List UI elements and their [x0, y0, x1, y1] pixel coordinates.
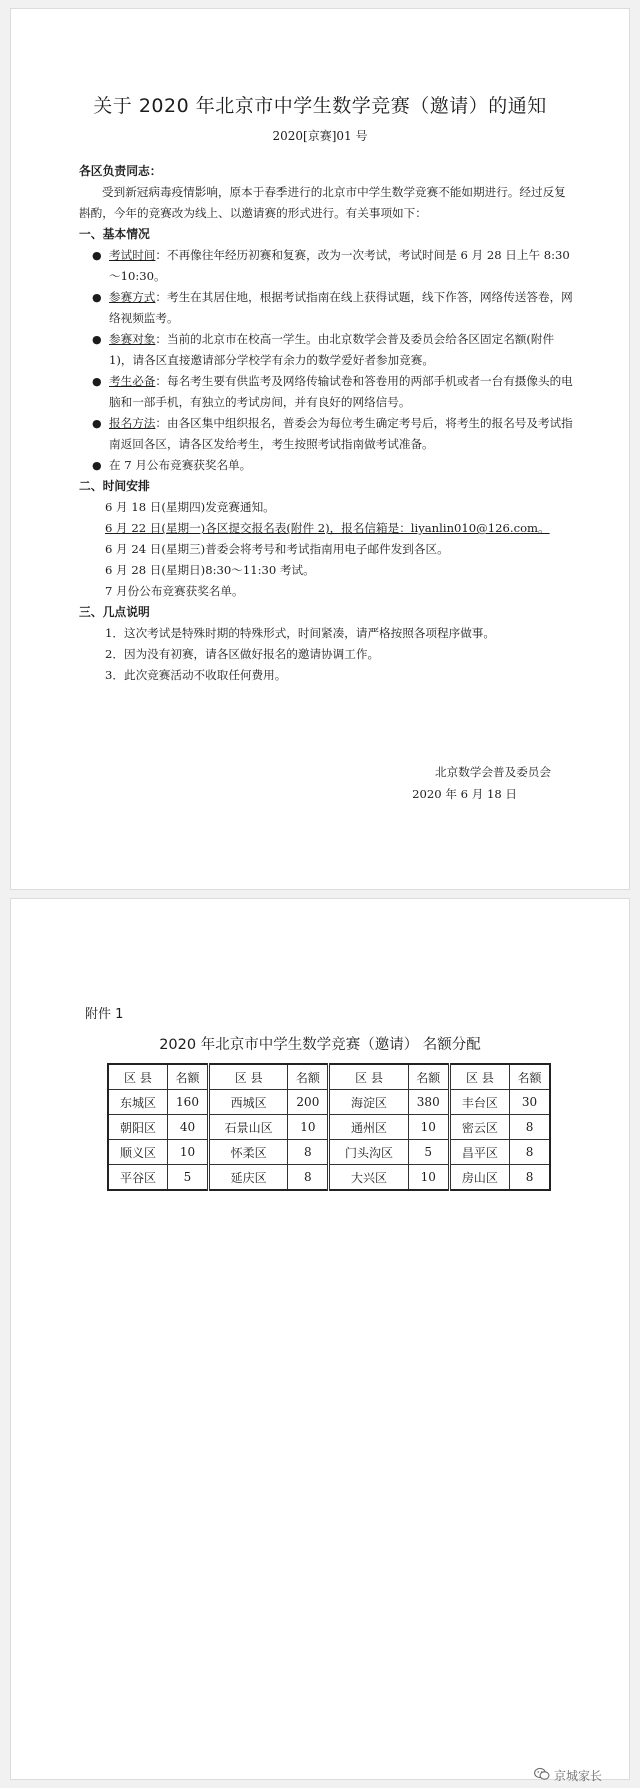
- section-heading: 一、基本情况: [79, 227, 150, 241]
- schedule-item: 6 月 22 日(星期一)各区提交报名表(附件 2)，报名信箱是：liyanlin010@126.com。: [105, 521, 550, 535]
- quota-cell: 10: [408, 1115, 449, 1140]
- column-header: 名额: [167, 1064, 208, 1090]
- district-cell: 丰台区: [449, 1090, 509, 1115]
- salutation: 各区负责同志：: [79, 164, 162, 178]
- table-header-row: [108, 1064, 550, 1090]
- quota-cell: 380: [408, 1090, 449, 1115]
- bullet-text: ：当前的北京市在校高一学生。由北京数学会普及委员会给各区固定名额(附件 1)，请各区直接邀请部分学校学有余力的数学爱好者参加竞赛。: [109, 332, 555, 367]
- district-cell: 海淀区: [329, 1090, 408, 1115]
- annex-page: [10, 898, 630, 1780]
- bullet-icon: ●: [92, 249, 102, 262]
- bullet-item: [79, 329, 575, 371]
- page-title: 关于 2020 年北京市中学生数学竞赛（邀请）的通知: [93, 95, 547, 117]
- watermark: [534, 1767, 602, 1784]
- district-cell: 密云区: [449, 1115, 509, 1140]
- bullet-icon: ●: [92, 375, 102, 388]
- bullet-label: 参赛方式: [109, 290, 156, 304]
- bullet-text: 在 7 月公布竞赛获奖名单。: [109, 458, 252, 472]
- district-cell: 西城区: [209, 1090, 288, 1115]
- bullet-item: [79, 245, 575, 287]
- column-header: 区 县: [449, 1064, 509, 1090]
- bullet-item: [79, 413, 575, 455]
- bullet-label: 考试时间: [109, 248, 156, 262]
- district-cell: 昌平区: [449, 1140, 509, 1165]
- schedule-item: 6 月 28 日(星期日)8:30～11:30 考试。: [105, 563, 315, 577]
- quota-cell: 200: [288, 1090, 329, 1115]
- bullet-label: 报名方法: [109, 416, 156, 430]
- schedule-item: 6 月 24 日(星期三)普委会将考号和考试指南用电子邮件发到各区。: [105, 542, 449, 556]
- bullet-icon: ●: [92, 459, 102, 472]
- quota-cell: 5: [408, 1140, 449, 1165]
- signature: 北京数学会普及委员会: [435, 765, 551, 779]
- schedule-item: 7 月份公布竞赛获奖名单。: [105, 584, 244, 598]
- column-header: 区 县: [209, 1064, 288, 1090]
- bullet-label: 考生必备: [109, 374, 156, 388]
- district-cell: 东城区: [108, 1090, 167, 1115]
- watermark-text: 京城家长: [553, 1769, 602, 1783]
- quota-cell: 8: [510, 1165, 550, 1191]
- bullet-icon: ●: [92, 333, 102, 346]
- annex-title: 2020 年北京市中学生数学竞赛（邀请） 名额分配: [159, 1037, 481, 1053]
- bullet-item: [79, 455, 575, 476]
- bullet-label: 参赛对象: [109, 332, 156, 346]
- column-header: 名额: [510, 1064, 550, 1090]
- column-header: 区 县: [108, 1064, 167, 1090]
- district-cell: 通州区: [329, 1115, 408, 1140]
- bullet-icon: ●: [92, 291, 102, 304]
- district-cell: 平谷区: [108, 1165, 167, 1191]
- notice-body: [79, 161, 575, 686]
- district-cell: 大兴区: [329, 1165, 408, 1191]
- annex-label: 附件 1: [85, 1007, 124, 1022]
- bullet-icon: ●: [92, 417, 102, 430]
- district-cell: 石景山区: [209, 1115, 288, 1140]
- district-cell: 延庆区: [209, 1165, 288, 1191]
- wechat-icon: [534, 1767, 550, 1784]
- quota-cell: 10: [167, 1140, 208, 1165]
- table-row: [108, 1165, 550, 1191]
- bullet-item: [79, 287, 575, 329]
- note-item: 2．因为没有初赛，请各区做好报名的邀请协调工作。: [105, 647, 380, 661]
- quota-cell: 5: [167, 1165, 208, 1191]
- intro-paragraph: 受到新冠病毒疫情影响，原本于春季进行的北京市中学生数学竞赛不能如期进行。经过反复斟酌，今年的竞赛改为线上、以邀请赛的形式进行。有关事项如下：: [79, 185, 566, 220]
- table-row: [108, 1115, 550, 1140]
- quota-cell: 8: [510, 1140, 550, 1165]
- district-cell: 门头沟区: [329, 1140, 408, 1165]
- quota-cell: 8: [288, 1165, 329, 1191]
- quota-table: [107, 1063, 551, 1191]
- bullet-text: ：考生在其居住地，根据考试指南在线上获得试题，线下作答，网络传送答卷，网络视频监考。: [109, 290, 573, 325]
- signature-block: [11, 761, 551, 805]
- district-cell: 怀柔区: [209, 1140, 288, 1165]
- column-header: 名额: [408, 1064, 449, 1090]
- quota-cell: 8: [288, 1140, 329, 1165]
- notice-page: [10, 8, 630, 890]
- signature-date: 2020 年 6 月 18 日: [412, 787, 517, 801]
- quota-cell: 10: [408, 1165, 449, 1191]
- quota-cell: 8: [510, 1115, 550, 1140]
- note-item: 1．这次考试是特殊时期的特殊形式，时间紧凑，请严格按照各项程序做事。: [105, 626, 495, 640]
- bullet-text: ：每名考生要有供监考及网络传输试卷和答卷用的两部手机或者一台有摄像头的电脑和一部手机，有独立的考试房间，并有良好的网络信号。: [109, 374, 573, 409]
- quota-cell: 30: [510, 1090, 550, 1115]
- column-header: 名额: [288, 1064, 329, 1090]
- table-row: [108, 1140, 550, 1165]
- schedule-item: 6 月 18 日(星期四)发竞赛通知。: [105, 500, 275, 514]
- bullet-text: ：不再像往年经历初赛和复赛，改为一次考试，考试时间是 6 月 28 日上午 8:30～10:30。: [109, 248, 570, 283]
- district-cell: 顺义区: [108, 1140, 167, 1165]
- quota-cell: 40: [167, 1115, 208, 1140]
- note-item: 3．此次竞赛活动不收取任何费用。: [105, 668, 287, 682]
- document-number: 2020[京赛]01 号: [272, 129, 368, 143]
- section-heading: 三、几点说明: [79, 605, 150, 619]
- table-row: [108, 1090, 550, 1115]
- section-heading: 二、时间安排: [79, 479, 150, 493]
- bullet-text: ：由各区集中组织报名，普委会为每位考生确定考号后，将考生的报名号及考试指南返回各区，请各区发给考生，考生按照考试指南做考试准备。: [109, 416, 573, 451]
- district-cell: 房山区: [449, 1165, 509, 1191]
- quota-cell: 160: [167, 1090, 208, 1115]
- district-cell: 朝阳区: [108, 1115, 167, 1140]
- column-header: 区 县: [329, 1064, 408, 1090]
- quota-cell: 10: [288, 1115, 329, 1140]
- bullet-item: [79, 371, 575, 413]
